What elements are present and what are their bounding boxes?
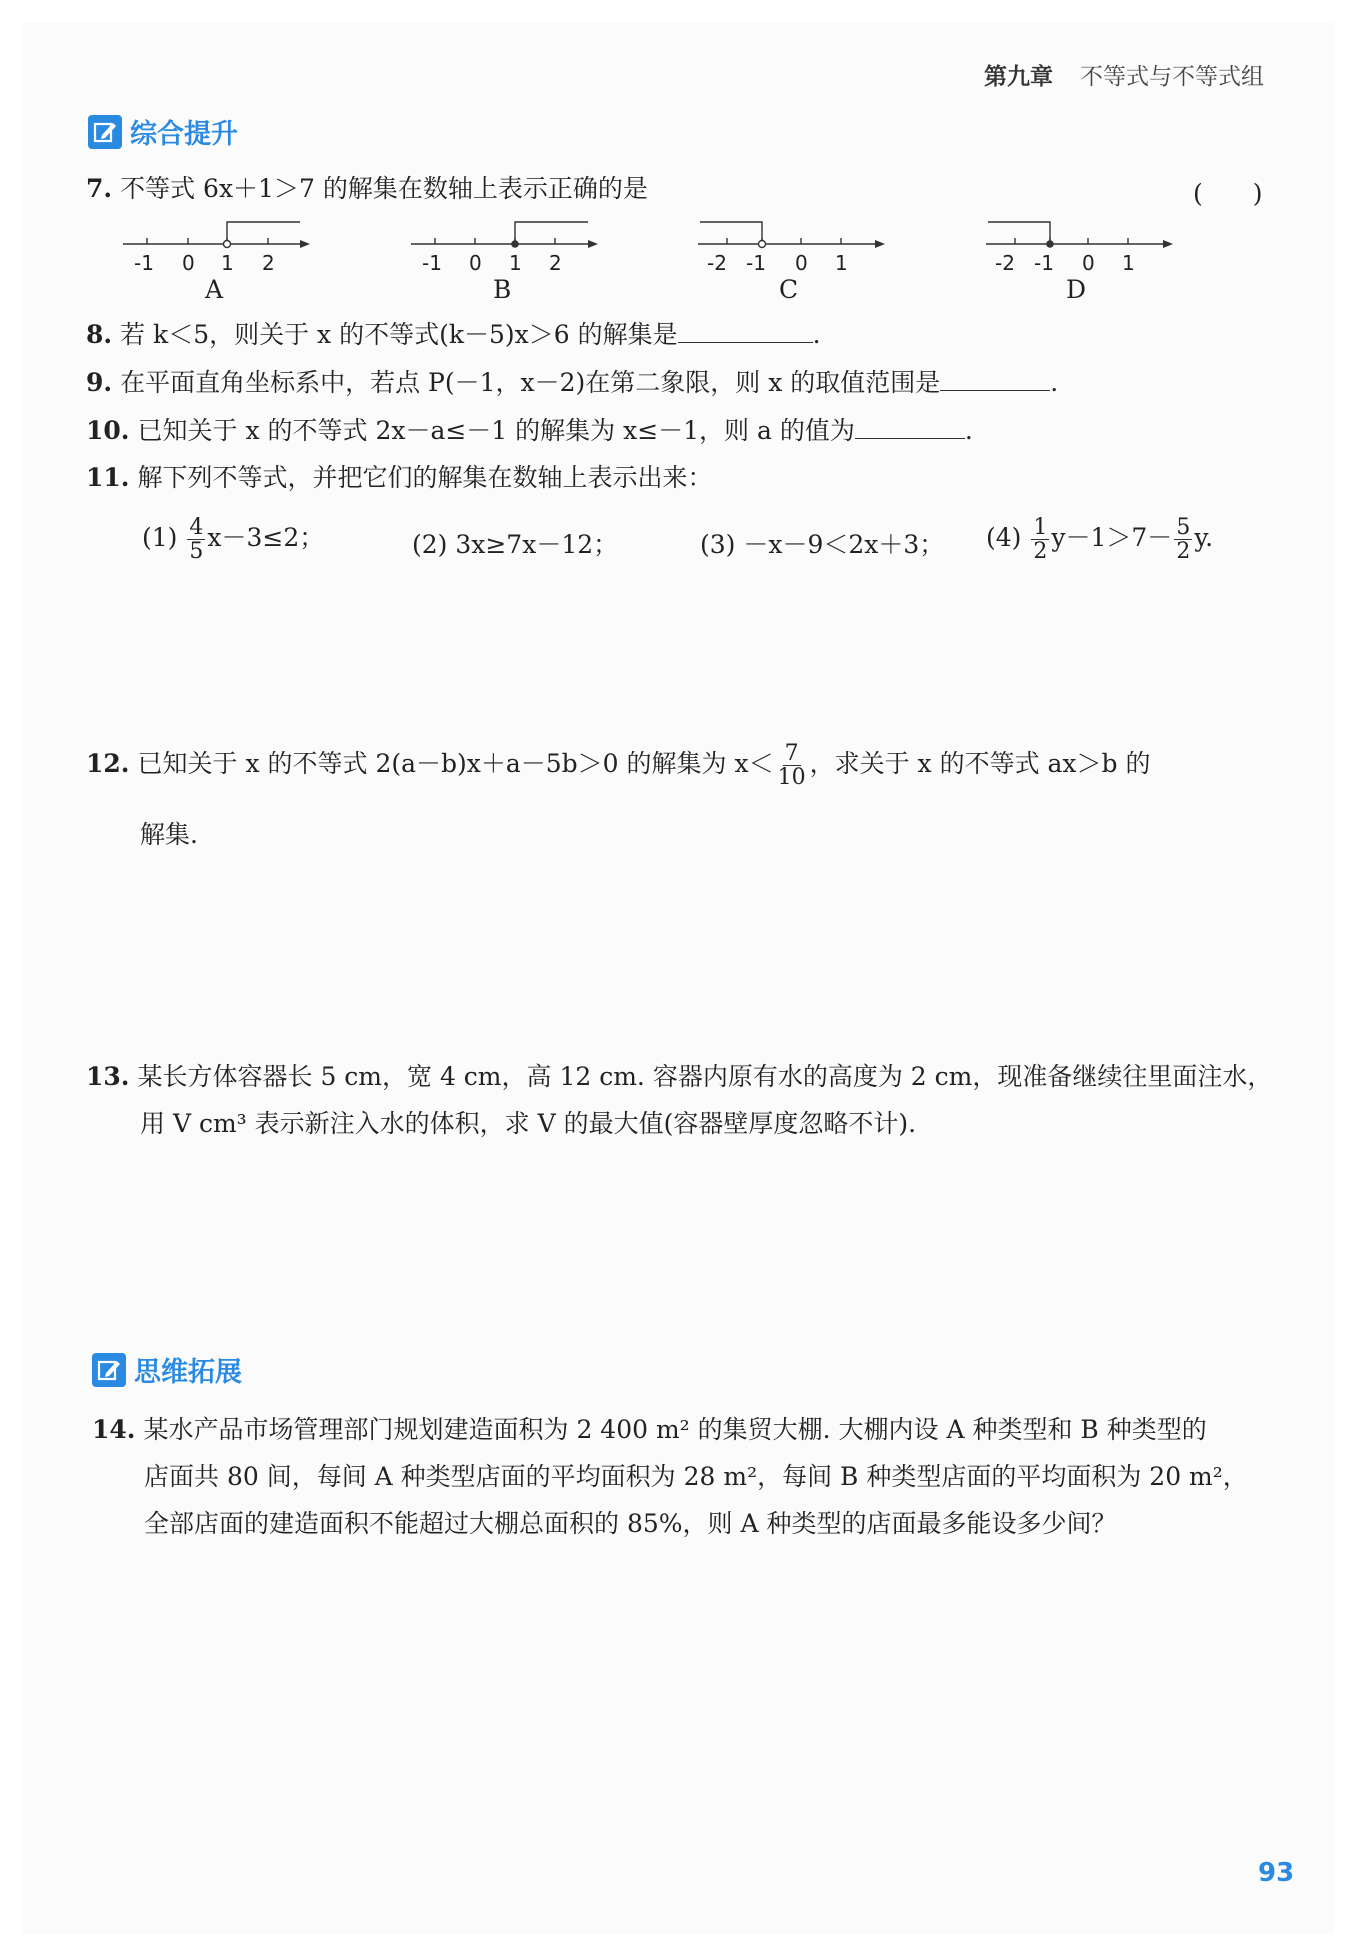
question-number: 7.	[86, 174, 113, 203]
answer-blank[interactable]	[678, 320, 813, 343]
question-text: 店面共 80 间，每间 A 种类型店面的平均面积为 28 m²，每间 B 种类型店面的平均面积为 20 m²，	[144, 1462, 1248, 1491]
question-text: 全部店面的建造面积不能超过大棚总面积的 85%，则 A 种类型的店面最多能设多少间？	[144, 1509, 1117, 1538]
tick-label: -1	[1034, 251, 1054, 275]
option-label-a: A	[205, 275, 224, 304]
question-7	[86, 174, 648, 204]
question-12-line-2: 解集.	[140, 820, 198, 849]
pencil-square-icon	[92, 1353, 126, 1387]
question-text: 若 k＜5，则关于 x 的不等式(k－5)x＞6 的解集是	[120, 320, 678, 349]
question-text: 已知关于 x 的不等式 2x－a≤－1 的解集为 x≤－1，则 a 的值为	[137, 416, 855, 445]
option-b-number-line	[411, 222, 598, 248]
question-11-part-3: (3) －x－9＜2x＋3；	[700, 530, 945, 559]
option-label-d: D	[1066, 275, 1087, 304]
question-number: 10.	[86, 416, 130, 445]
question-number: 12.	[86, 749, 130, 779]
tick-label: 1	[835, 251, 848, 275]
tick-label: 0	[182, 251, 195, 275]
question-8	[86, 320, 821, 350]
question-text: 某水产品市场管理部门规划建造面积为 2 400 m² 的集贸大棚. 大棚内设 A 种类型和 B 种类型的	[143, 1415, 1207, 1444]
option-label-b: B	[493, 275, 512, 304]
option-a-number-line	[123, 222, 310, 248]
section-title-1: 综合提升	[130, 119, 238, 150]
question-11-part-4: (4) $\frac{1}{2}$ y－1＞7－ $\frac{5}{2}$ y.	[986, 515, 1214, 565]
chapter-title: 不等式与不等式组	[1080, 64, 1264, 90]
question-text: 已知关于 x 的不等式 2(a－b)x＋a－5b＞0 的解集为 x＜	[137, 749, 774, 779]
option-label-c: C	[779, 275, 799, 304]
number-line-options	[115, 214, 1195, 306]
tick-label: -2	[995, 251, 1015, 275]
option-d-number-line	[986, 222, 1173, 248]
question-9	[86, 368, 1058, 398]
question-text: 用 V cm³ 表示新注入水的体积，求 V 的最大值(容器壁厚度忽略不计).	[140, 1109, 917, 1138]
page-background	[22, 22, 1334, 1934]
tick-label: -1	[134, 251, 154, 275]
question-text: 某长方体容器长 5 cm，宽 4 cm，高 12 cm. 容器内原有水的高度为 2 cm，现准备继续往里面注水，	[137, 1062, 1273, 1091]
period: .	[964, 416, 973, 445]
tick-label: 0	[469, 251, 482, 275]
question-number: 11.	[86, 463, 130, 492]
tick-label: 1	[221, 251, 234, 275]
question-10	[86, 416, 973, 446]
page-number: 93	[1258, 1858, 1295, 1888]
tick-label: 1	[1122, 251, 1135, 275]
fraction: $\frac{5}{2}$	[1176, 515, 1191, 565]
answer-paren: ( )	[1193, 179, 1263, 208]
period: .	[1050, 368, 1059, 397]
question-14	[92, 1406, 1292, 1547]
question-text: 解下列不等式，并把它们的解集在数轴上表示出来：	[137, 463, 713, 492]
tick-label: 1	[509, 251, 522, 275]
question-number: 14.	[92, 1415, 136, 1444]
tick-label: 0	[795, 251, 808, 275]
fraction: $\frac{4}{5}$	[189, 515, 204, 565]
tick-label: -1	[746, 251, 766, 275]
period: .	[812, 320, 821, 349]
fraction: $\frac{7}{10}$	[777, 741, 806, 791]
question-11	[86, 463, 713, 493]
question-text: 不等式 6x＋1＞7 的解集在数轴上表示正确的是	[120, 174, 648, 203]
tick-label: 0	[1082, 251, 1095, 275]
question-11-part-1: (1) $\frac{4}{5}$ x－3≤2；	[142, 515, 325, 565]
question-11-part-2: (2) 3x≥7x－12；	[412, 530, 619, 559]
tick-label: 2	[262, 251, 275, 275]
answer-blank[interactable]	[940, 368, 1050, 391]
fraction: $\frac{1}{2}$	[1033, 515, 1048, 565]
question-number: 8.	[86, 320, 113, 349]
tick-label: 2	[549, 251, 562, 275]
chapter-label: 第九章	[984, 64, 1053, 90]
section-heading-2	[92, 1350, 242, 1389]
pencil-square-icon	[88, 115, 122, 149]
option-c-number-line	[698, 222, 885, 248]
tick-label: -2	[707, 251, 727, 275]
section-title-2: 思维拓展	[134, 1357, 242, 1388]
answer-blank[interactable]	[855, 416, 965, 439]
tick-label: -1	[422, 251, 442, 275]
question-number: 9.	[86, 368, 113, 397]
section-heading-1	[88, 112, 238, 151]
question-13	[86, 1053, 1286, 1147]
question-12: 12. 已知关于 x 的不等式 2(a－b)x＋a－5b＞0 的解集为 x＜ $\frac{7}{10}$ ，求关于 x 的不等式 ax＞b 的	[86, 741, 1151, 791]
question-number: 13.	[86, 1062, 130, 1091]
question-text: 在平面直角坐标系中，若点 P(－1，x－2)在第二象限，则 x 的取值范围是	[120, 368, 941, 397]
